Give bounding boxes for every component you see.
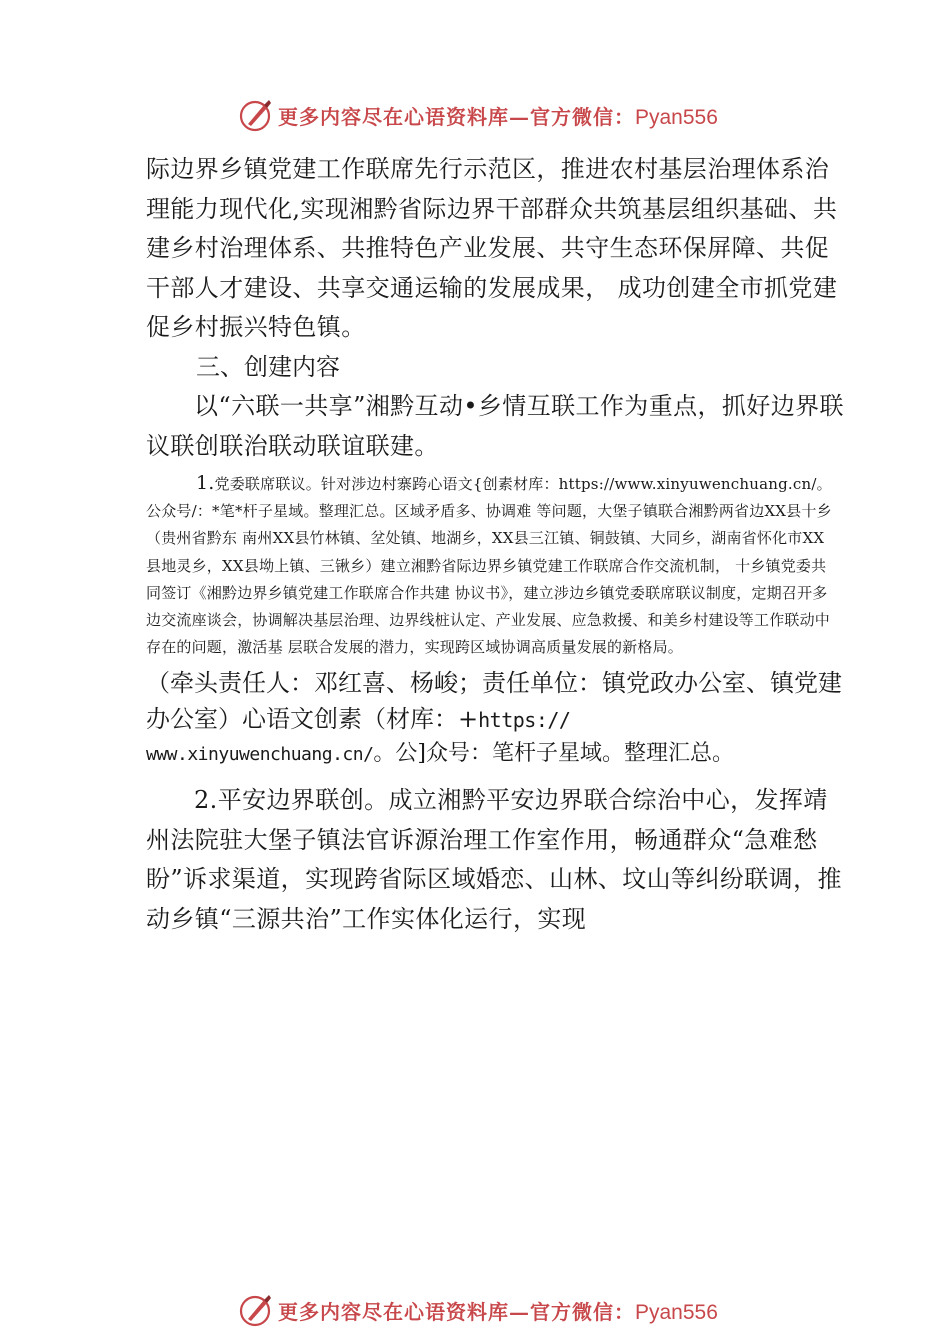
item-2-paragraph: 2.平安边界联创。成立湘黔平安边界联合综治中心，发挥靖州法院驻大堡子镇法官诉源治理工作室作用，畅通群众“急难愁盼”诉求渠道，实现跨省际区域婚恋、山林、坟山等纠纷联调，推动乡镇“三源共治”工作实体化运行，实现 (146, 786, 842, 933)
pen-quill-logo-icon (238, 1292, 274, 1328)
item-1-paragraph (146, 470, 836, 661)
footer-banner-text: 更多内容尽在心语资料库—官方微信：Pyan556 (278, 1299, 718, 1324)
document-body (146, 150, 846, 939)
header-wechat-id: Pyan556 (635, 105, 718, 129)
paragraph-intro: 际边界乡镇党建工作联席先行示范区，推进农村基层治理体系治理能力现代化,实现湘黔省际边界干部群众共筑基层组织基础、共建乡村治理体系、共推特色产业发展、共守生态环保屏障、共促干部人才建设、共享交通运输的发展成果， 成功创建全市抓党建促乡村振兴特色镇。 (146, 155, 838, 341)
paragraph-focus: 以“六联一共享”湘黔互动•乡情互联工作为重点，抓好边界联议联创联治联动联谊联建。 (146, 392, 844, 460)
footer-banner (238, 1290, 718, 1330)
pen-quill-logo-icon (238, 97, 274, 133)
footer-wechat-id: Pyan556 (635, 1300, 718, 1324)
item-1-responsibility: （牵头责任人：邓红喜、杨峻；责任单位：镇党政办公室、镇党建办公室）心语文创素（材库：+https:// www.xinyuwenchuang.cn/。公]众号：笔杆子星域。整理汇总。 (146, 669, 842, 767)
item-1-text: 党委联席联议。针对涉边村寨跨心语文{创素材库：https://www.xinyuwenchuang.cn/。公众号/：*笔*杆子星域。整理汇总。区域矛盾多、协调难 等问题，大堡子镇联合湘黔两省边XX县十乡（贵州省黔东 南州XX县竹林镇、坌处镇、地湖乡，XX县三江镇、铜鼓镇、大同乡，湖南省怀化市XX县地灵乡，XX县坳上镇、三锹乡）建立湘黔省际边界乡镇党建工作联席合作交流机制， 十乡镇党委共同签订《湘黔边界乡镇党建工作联席合作共建 协议书》，建立涉边乡镇党委联席联议制度，定期召开多边交流座谈会，协调解决基层治理、边界线桩认定、产业发展、应急救援、和美乡村建设等工作联动中存在的问题，激活基 层联合发展的潜力，实现跨区域协调高质量发展的新格局。 (146, 475, 832, 657)
header-banner-text: 更多内容尽在心语资料库—官方微信：Pyan556 (278, 104, 718, 129)
header-banner (238, 95, 718, 135)
item-1-number: 1. (196, 472, 215, 494)
section-heading: 三、创建内容 (196, 352, 340, 381)
